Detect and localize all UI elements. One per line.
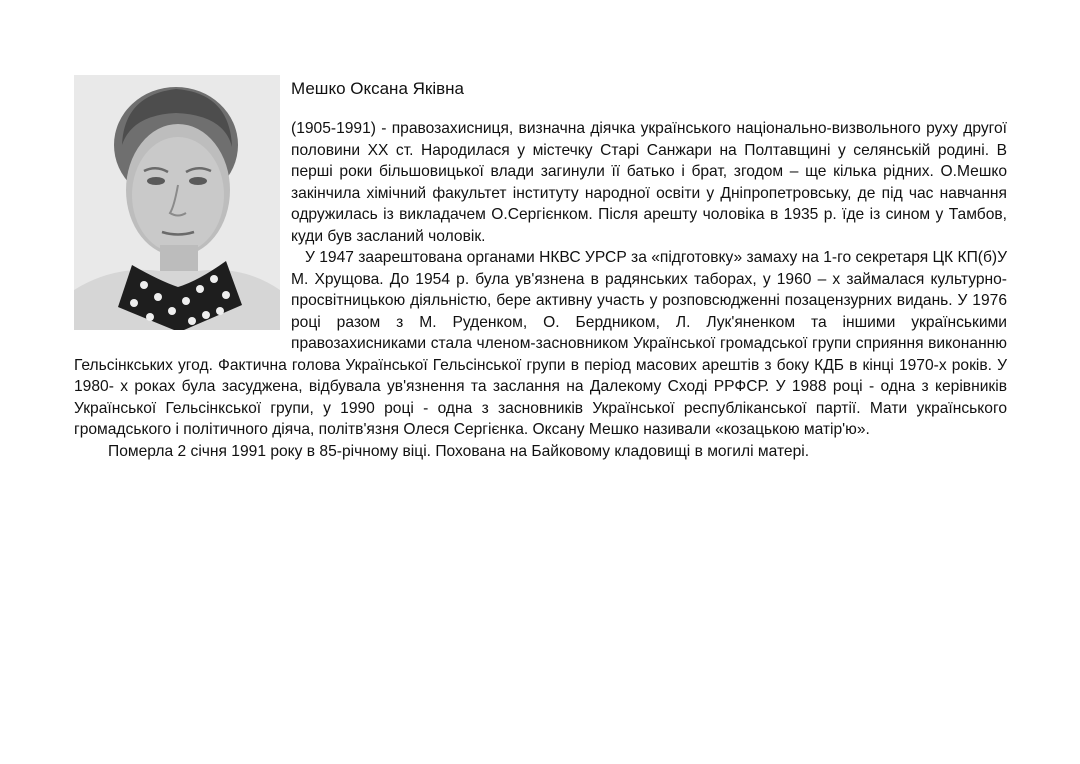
paragraph-2-text: У 1947 заарештована органами НКВС УРСР за «підготовку» замаху на 1-го секретаря ЦК КП(б)У М. Хрущова. До 1954 р. була ув'язнена в радянських таборах, у 1960 – х займалася культурно-просвітницькою діяльністю, бере активну участь у розповсюдженні позацензурних видань. У 1976 році разом з М. Руденком, О. Бердником, Л. Лук'яненком та іншими українськими правозахисниками стала членом-засновником Української громадської групи сприяння виконанню Гельсінкських угод. Фактична голова Української Гельсінської групи в період масових арештів з боку КДБ в кінці 1970-х років. У 1980- х роках була засуджена, відбувала ув'язнення та заслання на Далекому Сході РРФСР. У 1988 році - одна з керівників Української Гельсінкської групи, у 1990 році - одна з засновників Української республіканської партії. Мати українського громадського і політичного діяча, політв'язня Олеся Сергієнка. Оксану Мешко називали «козацькою матір'ю». [74, 249, 1007, 438]
paragraph-3 [74, 441, 1007, 463]
paragraph-3-text: Померла 2 січня 1991 року в 85-річному віці. Похована на Байковому кладовищі в могилі матері. [108, 442, 810, 460]
paragraph-1-text: - правозахисниця, визначна діячка українського національно-визвольного руху другої половини ХХ ст. Народилася у містечку Старі Санжари на Полтавщині у селянській родині. В перші роки більшовицької влади загинули її батько і брат, згодом – ще кілька рідних. О.Мешко закінчила хімічний факультет інституту народної освіти у Дніпропетровську, де під час навчання одружилась із викладачем О.Сергієнком. Після арешту чоловіка в 1935 р. їде із сином у Тамбов, куди був засланий чоловік. [291, 120, 1007, 245]
page-title: Мешко Оксана Яківна [291, 79, 464, 98]
photo-wrap-spacer [74, 74, 291, 337]
biography-text [74, 74, 1007, 462]
life-dates: (1905-1991) [291, 120, 376, 137]
